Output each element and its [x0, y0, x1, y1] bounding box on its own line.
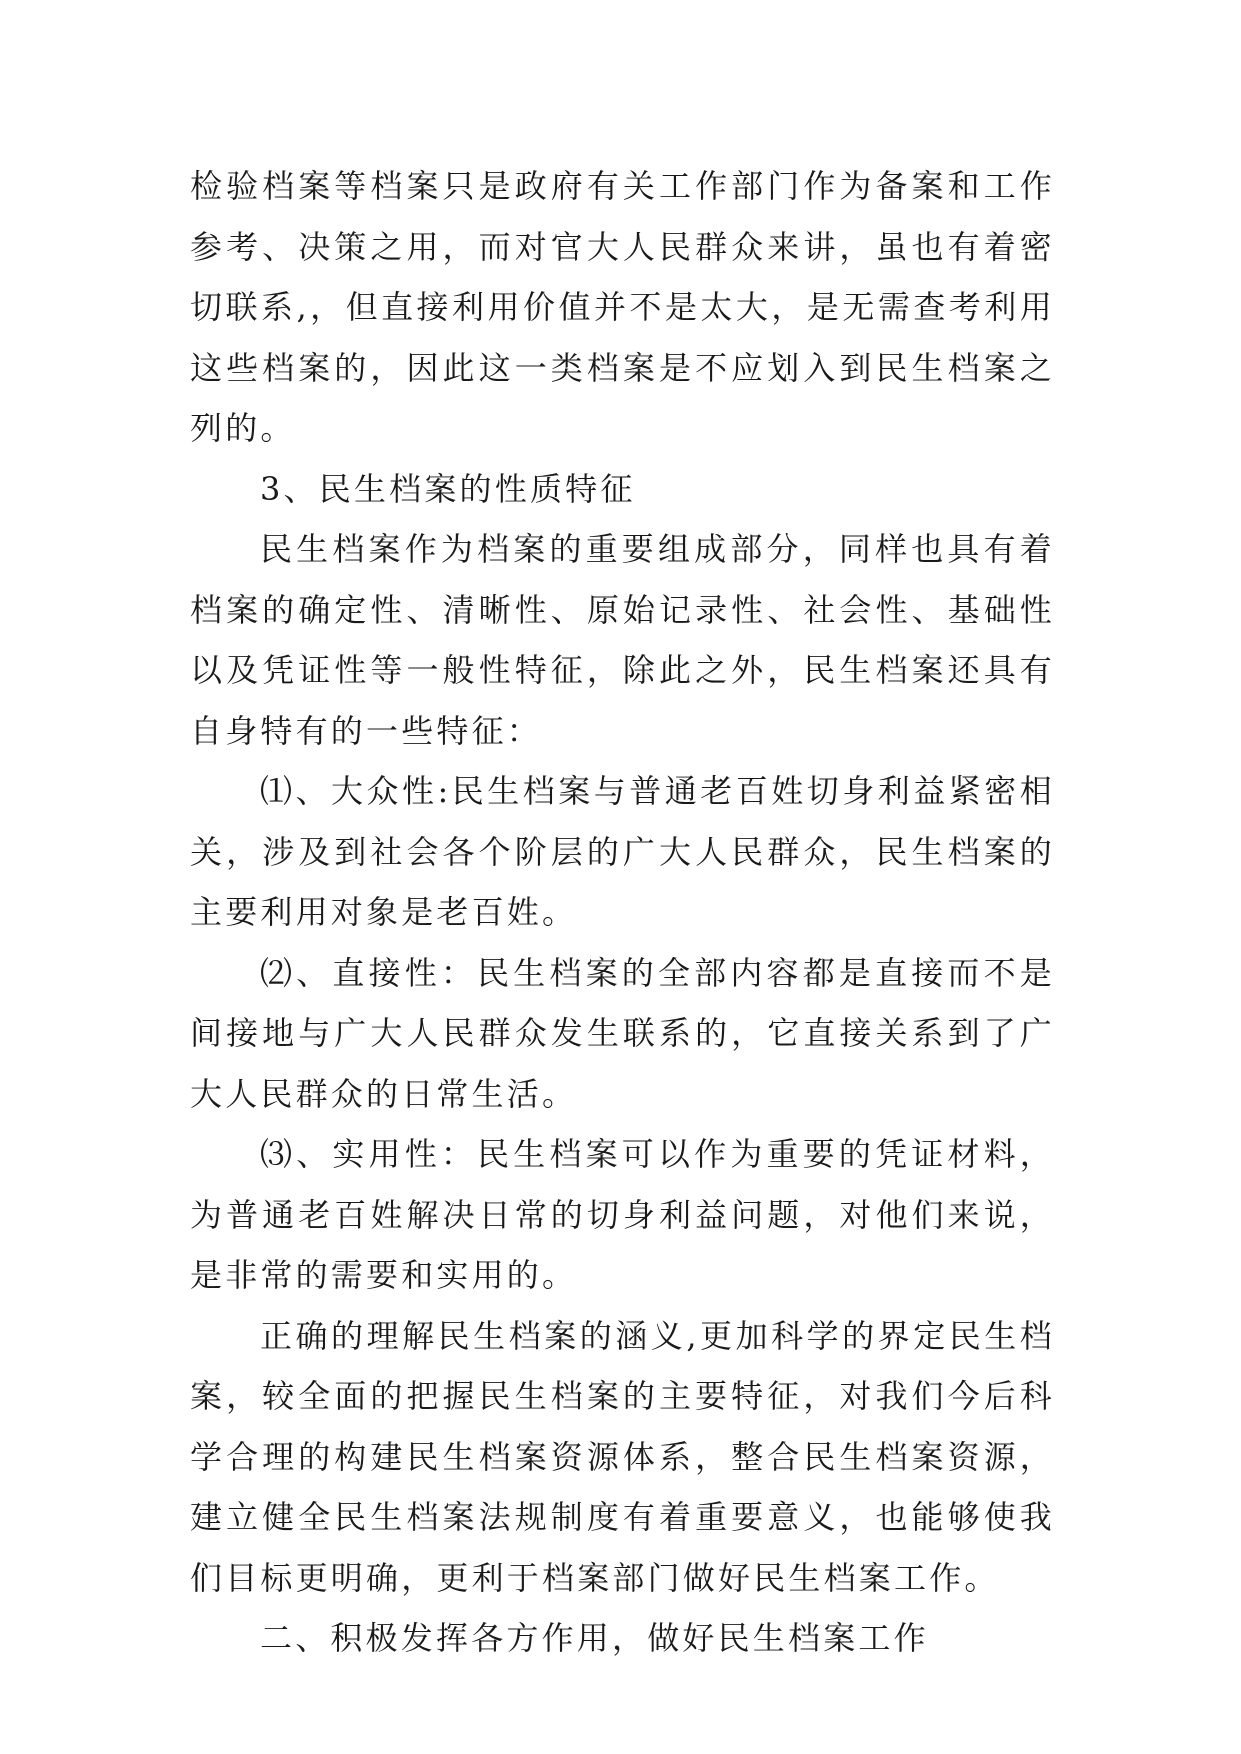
section-heading-2: 二、积极发挥各方作用，做好民生档案工作 — [260, 1619, 929, 1657]
section-heading-3: 3、民生档案的性质特征 — [260, 469, 636, 508]
paragraph-summary: 正确的理解民生档案的涵义,更加科学的界定民生档案，较全面的把握民生档案的主要特征，对我们今后科学合理的构建民生档案资源体系，整合民生档案资源，建立健全民生档案法规制度有着重要意义，也能够使我们目标更明确，更利于档案部门做好民生档案工作。 — [190, 1316, 1055, 1597]
paragraph-item-1: ⑴、大众性:民生档案与普通老百姓切身利益紧密相关，涉及到社会各个阶层的广大人民群众，民生档案的主要利用对象是老百姓。 — [190, 772, 1055, 931]
paragraph-item-3: ⑶、实用性：民生档案可以作为重要的凭证材料，为普通老百姓解决日常的切身利益问题，对他们来说，是非常的需要和实用的。 — [190, 1135, 1055, 1294]
paragraph-item-2: ⑵、直接性：民生档案的全部内容都是直接而不是间接地与广大人民群众发生联系的，它直接关系到了广大人民群众的日常生活。 — [190, 953, 1055, 1113]
paragraph-continuation: 检验档案等档案只是政府有关工作部门作为备案和工作参考、决策之用，而对官大人民群众来讲，虽也有着密切联系,，但直接利用价值并不是太大，是无需查考利用这些档案的，因此这一类档案是不应划入到民生档案之列的。 — [190, 167, 1055, 447]
paragraph-characteristics-intro: 民生档案作为档案的重要组成部分，同样也具有着档案的确定性、清晰性、原始记录性、社会性、基础性以及凭证性等一般性特征，除此之外，民生档案还具有自身特有的一些特征： — [190, 530, 1055, 750]
document-body — [190, 156, 1055, 1669]
